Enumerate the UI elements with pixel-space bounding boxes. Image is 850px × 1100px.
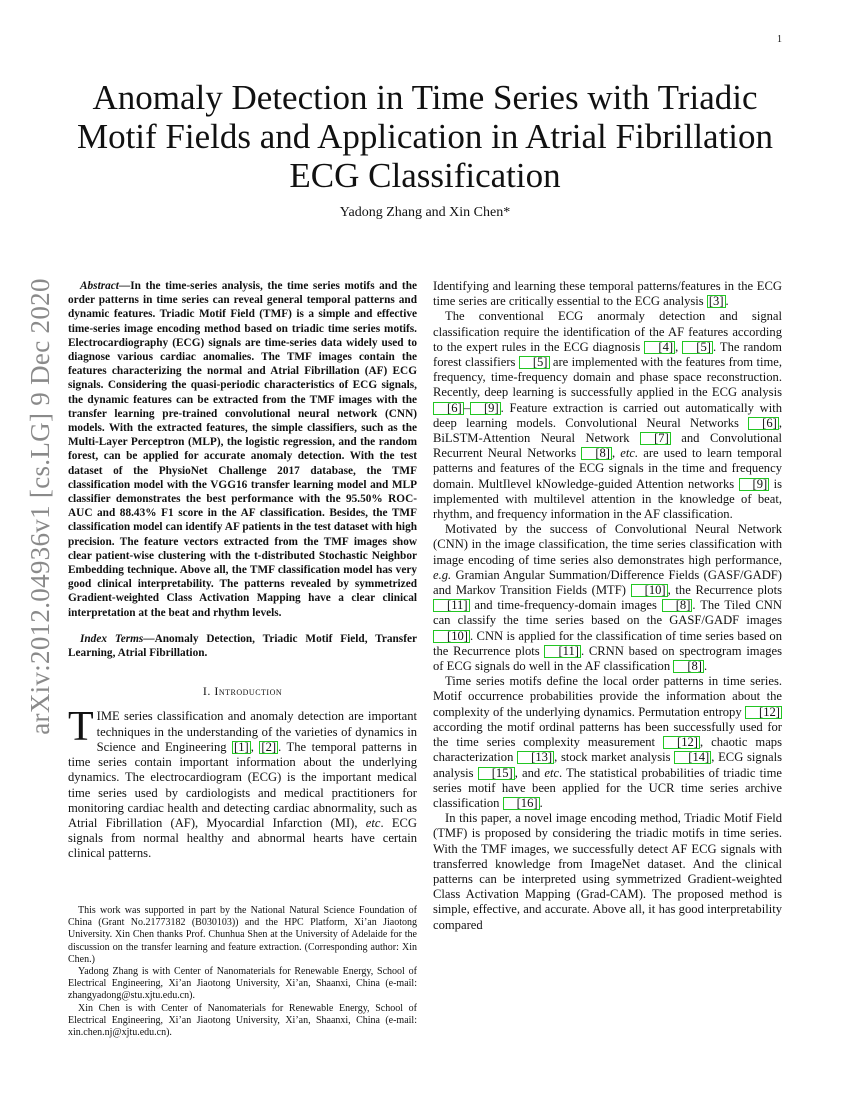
text-span: Gramian Angular Summation/Difference Fields (GASF/GADF) and Markov Transition Fields (MTF) bbox=[433, 567, 782, 598]
intro-paragraph-4 bbox=[433, 674, 782, 811]
citation-link[interactable]: [6] bbox=[433, 402, 464, 415]
footnote-funding: This work was supported in part by the National Natural Science Foundation of China (Grant No.21773182 (B030103)) and the HPC Platform, Xi’an Jiaotong University. Xin Chen thanks Prof. Chunhua Shen at the University of Adelaide for the discussion on the transfer learning and feature extraction. (Corresponding author: Xin Chen.) bbox=[68, 905, 417, 965]
abstract bbox=[68, 279, 417, 620]
text-span: is implemented with multilevel attention in the knowledge of beat, rhythm, and frequency information in the AF classification. bbox=[433, 476, 782, 522]
text-span: . bbox=[725, 294, 729, 309]
intro-paragraph-5: In this paper, a novel image encoding method, Triadic Motif Field (TMF) is proposed by considering the triadic motifs in time series. With the TMF images, we successfully detect AF ECG signals with transferred knowledge from ImageNet dataset. And the clinical patterns can be interpreted using symmetrized Gradient-weighted Class Activation Mapping (Grad-CAM). The proposed method is simple, effective, and accurate. Above all, it has good interpretability compared bbox=[433, 811, 782, 932]
text-span: , bbox=[675, 339, 683, 354]
text-span: , chaotic maps characterization bbox=[433, 735, 783, 765]
text-span: , BiLSTM-Attention Neural Network bbox=[433, 415, 782, 446]
text-span: , ECG signals analysis bbox=[433, 750, 782, 780]
text-span: , and bbox=[514, 765, 545, 780]
citation-link[interactable]: [4] bbox=[644, 341, 675, 354]
footnote-author-2: Xin Chen is with Center of Nanomaterials for Renewable Energy, School of Electrical Engineering, Xi’an Jiaotong University, Xi’an, Shaanxi, China (e-mail: xin.chen.nj@xjtu.edu.cn). bbox=[68, 1002, 417, 1039]
citation-link[interactable]: [3] bbox=[708, 294, 724, 309]
text-span: Motivated by the success of Convolutional Neural Network (CNN) in the image classification, the time series classification with image encoding of time series also demonstrates high performance, bbox=[433, 522, 782, 567]
citation-link[interactable]: [8] bbox=[581, 447, 612, 460]
text-span: IME series classification and anomaly detection are important techniques in the understanding of the varieties of dynamics in Science and Engineering bbox=[96, 709, 417, 754]
citation-link[interactable]: [10] bbox=[433, 630, 470, 643]
text-span: etc. bbox=[620, 446, 639, 461]
footnotes bbox=[68, 905, 417, 1039]
text-span: . Feature extraction is carried out automatically with deep learning models. Convolutional Neural Networks bbox=[433, 400, 782, 430]
text-span: e.g. bbox=[433, 567, 452, 582]
text-span: – bbox=[463, 400, 470, 415]
citation-link[interactable]: [16] bbox=[503, 797, 540, 810]
text-span: etc bbox=[365, 815, 381, 830]
text-span: Time series motifs define the local order patterns in time series. Motif occurrence probabilities provide the information about the complexity of the underlying dynamics. Permutation entropy bbox=[433, 674, 782, 719]
index-terms-text: —Anomaly Detection, Triadic Motif Field, Transfer Learning, Atrial Fibrillation. bbox=[68, 632, 417, 660]
citation-link[interactable]: [14] bbox=[674, 751, 711, 764]
text-span: The conventional ECG anormaly detection and signal classification require the identification of the AF features according to the expert rules in the ECG diagnosis bbox=[433, 309, 782, 354]
text-span: , bbox=[612, 446, 621, 461]
intro-paragraph-2 bbox=[433, 309, 782, 522]
citation-link[interactable]: [5] bbox=[682, 341, 713, 354]
index-terms bbox=[68, 632, 417, 660]
footnote-author-1: Yadong Zhang is with Center of Nanomaterials for Renewable Energy, School of Electrical Engineering, Xi’an Jiaotong University, Xi’an, Shaanxi, China (e-mail: zhangyadong@stu.xjtu.edu.cn). bbox=[68, 966, 417, 1002]
citation-link[interactable]: [9] bbox=[739, 478, 770, 491]
index-terms-label: Index Terms bbox=[80, 632, 144, 645]
citation-link[interactable]: [12] bbox=[745, 706, 782, 719]
citation-link[interactable]: [11] bbox=[433, 599, 470, 612]
text-span: , stock market analysis bbox=[554, 750, 675, 765]
text-span: are implemented with the features from time, frequency, time-frequency domain and phase space reconstruction. Recently, deep learning is successfully applied in the ECG analysis bbox=[433, 355, 782, 400]
intro-paragraph-3 bbox=[433, 522, 782, 674]
page-number: 1 bbox=[777, 34, 782, 45]
drop-cap: T bbox=[68, 704, 94, 751]
citation-link[interactable]: [9] bbox=[470, 402, 501, 415]
text-span: . bbox=[704, 659, 708, 674]
abstract-text: —In the time-series analysis, the time series motifs and the order patterns in time series can reveal general temporal patterns and dynamic features. Triadic Motif Field (TMF) is a simple and effective time-series image encoding method based on triadic time series motifs. Electrocardiography (ECG) signals are time-series data widely used to diagnose various cardiac anomalies. The TMF images contain the features characterizing the normal and Atrial Fibrillation (AF) ECG signals. Considering the quasi-periodic characteristics of ECG signals, the dynamic features can be extracted from the TMF images with the transfer learning pre-trained convolutional neural network (CNN) models. With the extracted features, the simple classifiers, such as the Multi-Layer Perceptron (MLP), the logistic regression, and the random forest, can be applied for accurate anomaly detection. With the test dataset of the PhysioNet Challenge 2017 database, the TMF classification model with the VGG16 transfer learning model and MLP classifier demonstrates the best performance with the 95.50% ROC-AUC and 88.43% F1 score in the AF classification. Besides, the TMF classification model can identify AF patients in the test dataset with high precision. The feature vectors extracted from the TMF images show clear patient-wise clustering with the t-distributed Stochastic Neighbor Embedding technique. Above all, the TMF classification model has very good clinical interpretability. The patterns revealed by symmetrized Gradient-weighted Class Activation Mapping have a clear clinical interpretation at the beat and rhythm levels. bbox=[68, 280, 417, 619]
text-span: etc bbox=[544, 765, 560, 780]
text-span: . The statistical probabilities of triadic time series motif have been applied for the UCR time series archive classification bbox=[433, 765, 782, 810]
text-span: . CRNN based on spectrogram images of ECG signals do well in the AF classification bbox=[433, 643, 782, 674]
abstract-label: Abstract bbox=[80, 280, 119, 292]
author-list: Yadong Zhang and Xin Chen* bbox=[339, 205, 511, 220]
citation-link[interactable]: [7] bbox=[640, 432, 671, 445]
citation-link[interactable]: [5] bbox=[519, 356, 550, 369]
citation-link[interactable]: [11] bbox=[544, 645, 581, 658]
arxiv-stamp bbox=[22, 277, 58, 735]
text-span: and Convolutional Recurrent Neural Networks bbox=[433, 431, 783, 461]
citation-link[interactable]: [2] bbox=[261, 739, 277, 754]
text-span: Identifying and learning these temporal patterns/features in the ECG time series are critically essential to the ECG analysis bbox=[433, 279, 782, 309]
citation-link[interactable]: [10] bbox=[631, 584, 668, 597]
citation-link[interactable]: [12] bbox=[663, 736, 700, 749]
citation-link[interactable]: [15] bbox=[478, 767, 515, 780]
left-column bbox=[68, 279, 417, 862]
citation-link[interactable]: [8] bbox=[673, 660, 704, 673]
section-numeral: I. bbox=[202, 684, 211, 699]
right-column bbox=[433, 279, 782, 933]
text-span: . The Tiled CNN can classify the time series based on the GASF/GADF images bbox=[433, 598, 782, 628]
section-title: Introduction bbox=[214, 684, 283, 699]
text-span: . bbox=[539, 795, 543, 810]
text-span: . CNN is applied for the classification of time series based on the Recurrence plots bbox=[433, 628, 782, 658]
section-heading-introduction bbox=[68, 684, 417, 699]
intro-paragraph-1 bbox=[68, 704, 418, 861]
citation-link[interactable]: [1] bbox=[234, 739, 249, 754]
text-span: according the motif ordinal patterns has been successfully used for the time series complexity measurement bbox=[433, 719, 782, 750]
text-span: and time-frequency-domain images bbox=[469, 598, 662, 613]
arxiv-identifier: arXiv:2012.04936v1 [cs.LG] 9 Dec 2020 bbox=[24, 277, 55, 735]
text-span: , bbox=[250, 739, 260, 754]
text-span: . The random forest classifiers bbox=[433, 339, 782, 370]
text-span: are used to learn temporal patterns and features of the ECG signals in the time and frequency domain. MultIlevel kNowledge-guided Attention networks bbox=[433, 446, 783, 491]
citation-link[interactable]: [13] bbox=[517, 751, 554, 764]
intro-paragraph-continued bbox=[433, 279, 782, 309]
citation-link[interactable]: [8] bbox=[662, 599, 693, 612]
citation-link[interactable]: [6] bbox=[748, 417, 779, 430]
text-span: , the Recurrence plots bbox=[667, 583, 782, 598]
paper-title: Anomaly Detection in Time Series with Triadic Motif Fields and Application in Atrial Fibrillation ECG Classification bbox=[76, 78, 774, 195]
text-span: . ECG signals from normal healthy and abnormal hearts have certain clinical patterns. bbox=[68, 815, 418, 861]
text-span: . The temporal patterns in time series contain important information about the underlying dynamics. The electrocardiogram (ECG) is the important medical time series used by cardiologists and medical practitioners for monitoring cardiac health and detecting cardiac abnormality, such as Atrial Fibrillation (AF), Myocardial Infarction (MI), bbox=[68, 739, 417, 830]
